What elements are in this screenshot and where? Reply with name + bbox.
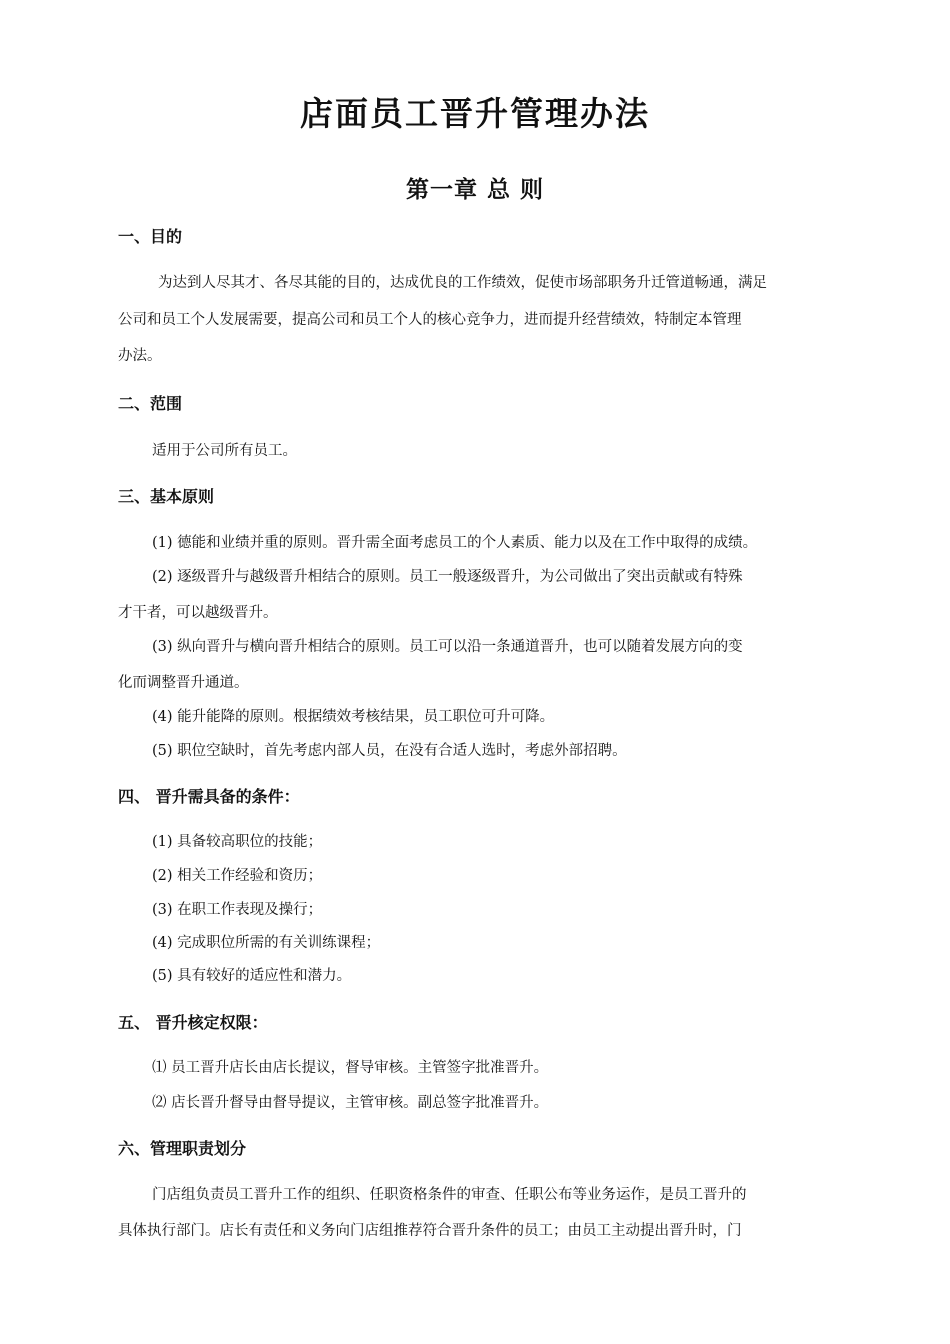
chapter-heading: 第一章 总 则 xyxy=(405,176,544,203)
paragraph-line: 门店组负责员工晋升工作的组织、任职资格条件的审查、任职公布等业务运作，是员工晋升的 xyxy=(152,1187,747,1203)
paragraph-line: 为达到人尽其才、各尽其能的目的，达成优良的工作绩效，促使市场部职务升迁管道畅通，满足 xyxy=(158,275,767,291)
paragraph-line: 适用于公司所有员工。 xyxy=(152,443,297,459)
section-heading-authority: 五、 晋升核定权限： xyxy=(118,1013,268,1032)
document-title: 店面员工晋升管理办法 xyxy=(300,94,650,133)
list-item-continuation: 化而调整晋升通道。 xyxy=(118,675,249,691)
list-item: (1) 德能和业绩并重的原则。晋升需全面考虑员工的个人素质、能力以及在工作中取得的成绩。 xyxy=(152,535,758,551)
list-item: (4) 能升能降的原则。根据绩效考核结果，员工职位可升可降。 xyxy=(152,709,555,725)
paragraph-line: 公司和员工个人发展需要，提高公司和员工个人的核心竞争力，进而提升经营绩效，特制定本管理 xyxy=(118,312,742,328)
list-item: (4) 完成职位所需的有关训练课程； xyxy=(152,935,381,951)
paragraph-line: 具体执行部门。店长有责任和义务向门店组推荐符合晋升条件的员工；由员工主动提出晋升时，门 xyxy=(118,1223,742,1239)
section-heading-responsibilities: 六、管理职责划分 xyxy=(118,1139,247,1158)
list-item: (3) 在职工作表现及操行； xyxy=(152,902,323,918)
list-item: (2) 相关工作经验和资历； xyxy=(152,868,323,884)
list-item: (5) 职位空缺时，首先考虑内部人员，在没有合适人选时，考虑外部招聘。 xyxy=(152,743,627,759)
section-heading-conditions: 四、 晋升需具备的条件： xyxy=(118,787,300,806)
section-heading-principles: 三、基本原则 xyxy=(118,487,215,506)
list-item: (2) 逐级晋升与越级晋升相结合的原则。员工一般逐级晋升，为公司做出了突出贡献或有特殊 xyxy=(152,569,743,585)
list-item: ⑵ 店长晋升督导由督导提议，主管审核。副总签字批准晋升。 xyxy=(152,1095,549,1111)
list-item: (3) 纵向晋升与横向晋升相结合的原则。员工可以沿一条通道晋升，也可以随着发展方向的变 xyxy=(152,639,743,655)
list-item: (5) 具有较好的适应性和潜力。 xyxy=(152,968,352,984)
section-heading-purpose: 一、目的 xyxy=(118,227,183,246)
list-item-continuation: 才干者，可以越级晋升。 xyxy=(118,605,278,621)
paragraph-line: 办法。 xyxy=(118,348,162,364)
list-item: (1) 具备较高职位的技能； xyxy=(152,834,323,850)
section-heading-scope: 二、范围 xyxy=(118,394,183,413)
list-item: ⑴ 员工晋升店长由店长提议，督导审核。主管签字批准晋升。 xyxy=(152,1060,549,1076)
